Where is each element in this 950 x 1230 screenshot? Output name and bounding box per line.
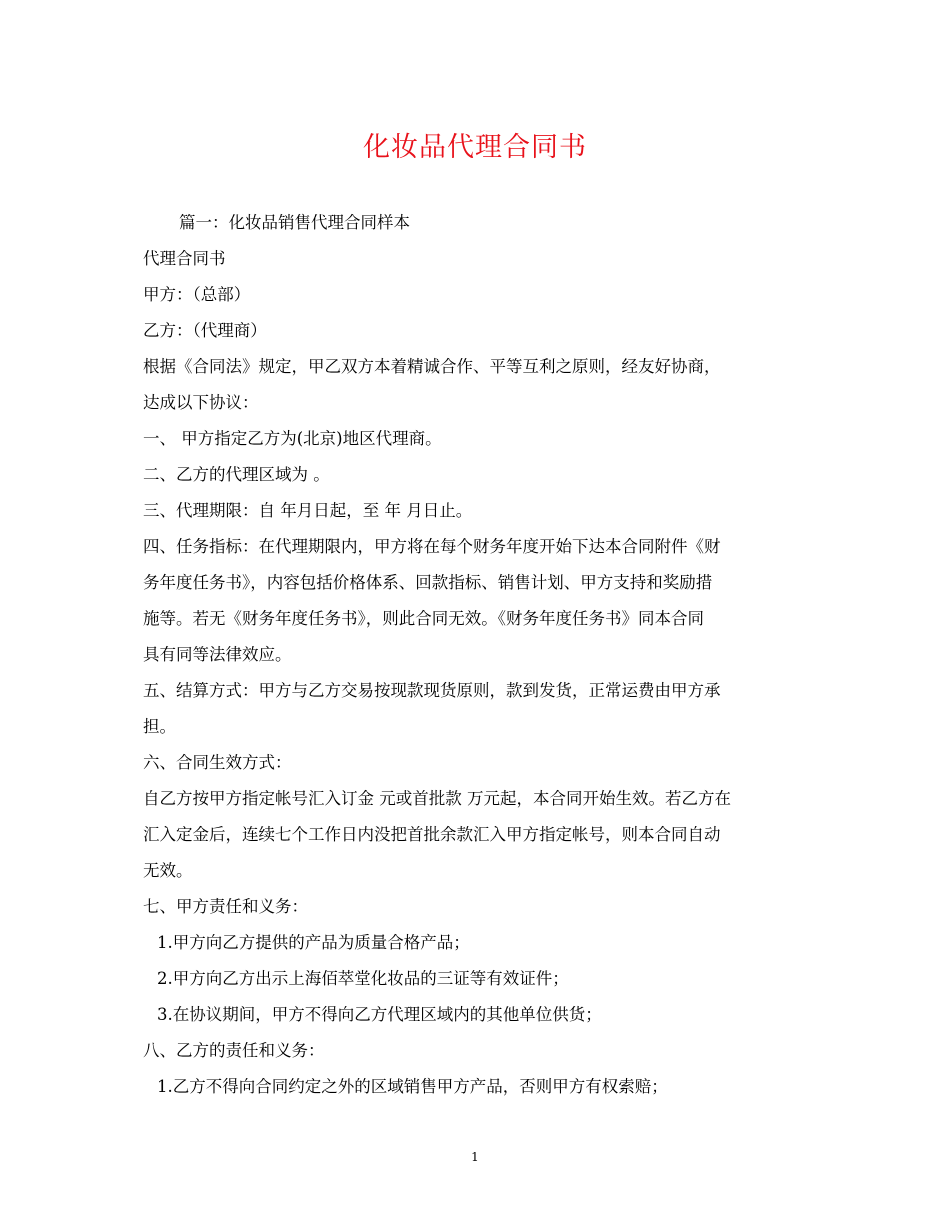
clause-3: 三、代理期限：自 年月日起，至 年 月日止。 [143, 501, 473, 520]
clause-8-heading: 八、乙方的责任和义务： [143, 1041, 325, 1060]
clause-1: 一、 甲方指定乙方为(北京)地区代理商。 [143, 429, 442, 448]
document-body [143, 205, 808, 1105]
clause-6-heading: 六、合同生效方式： [143, 753, 292, 772]
clause-7-item-2: 2.甲方向乙方出示上海佰萃堂化妆品的三证等有效证件； [157, 969, 569, 988]
page-number: 1 [471, 1150, 479, 1164]
document-title: 化妆品代理合同书 [363, 132, 587, 163]
clause-5-line-1: 五、结算方式：甲方与乙方交易按现款现货原则，款到发货，正常运费由甲方承 [143, 681, 721, 700]
clause-7-heading: 七、甲方责任和义务： [143, 897, 308, 916]
clause-7-item-1: 1.甲方向乙方提供的产品为质量合格产品； [157, 933, 470, 952]
clause-4-line-3: 施等。若无《财务年度任务书》，则此合同无效。《财务年度任务书》同本合同 [143, 609, 704, 628]
clause-4-line-1: 四、任务指标：在代理期限内，甲方将在每个财务年度开始下达本合同附件《财 [143, 537, 721, 556]
clause-8-item-1: 1.乙方不得向合同约定之外的区域销售甲方产品，否则甲方有权索赔； [157, 1077, 668, 1096]
clause-4-line-2: 务年度任务书》，内容包括价格体系、回款指标、销售计划、甲方支持和奖励措 [143, 573, 713, 592]
party-b-line: 乙方：（代理商） [143, 321, 267, 340]
preamble-line-1: 根据《合同法》规定，甲乙双方本着精诚合作、平等互利之原则，经友好协商， [143, 357, 721, 376]
clause-7-item-3: 3.在协议期间，甲方不得向乙方代理区域内的其他单位供货； [157, 1005, 602, 1024]
clause-6-line-3: 无效。 [143, 861, 193, 880]
clause-6-line-1: 自乙方按甲方指定帐号汇入订金 元或首批款 万元起，本合同开始生效。若乙方在 [143, 789, 731, 808]
preamble-line-2: 达成以下协议： [143, 393, 259, 412]
clause-6-line-2: 汇入定金后，连续七个工作日内没把首批余款汇入甲方指定帐号，则本合同自动 [143, 825, 721, 844]
clause-2: 二、乙方的代理区域为 。 [143, 465, 330, 484]
clause-5-line-2: 担。 [143, 717, 176, 736]
clause-4-line-4: 具有同等法律效应。 [143, 645, 292, 664]
party-a-line: 甲方：（总部） [143, 285, 251, 304]
section-heading: 篇一：化妆品销售代理合同样本 [179, 213, 410, 232]
contract-name: 代理合同书 [143, 249, 226, 268]
